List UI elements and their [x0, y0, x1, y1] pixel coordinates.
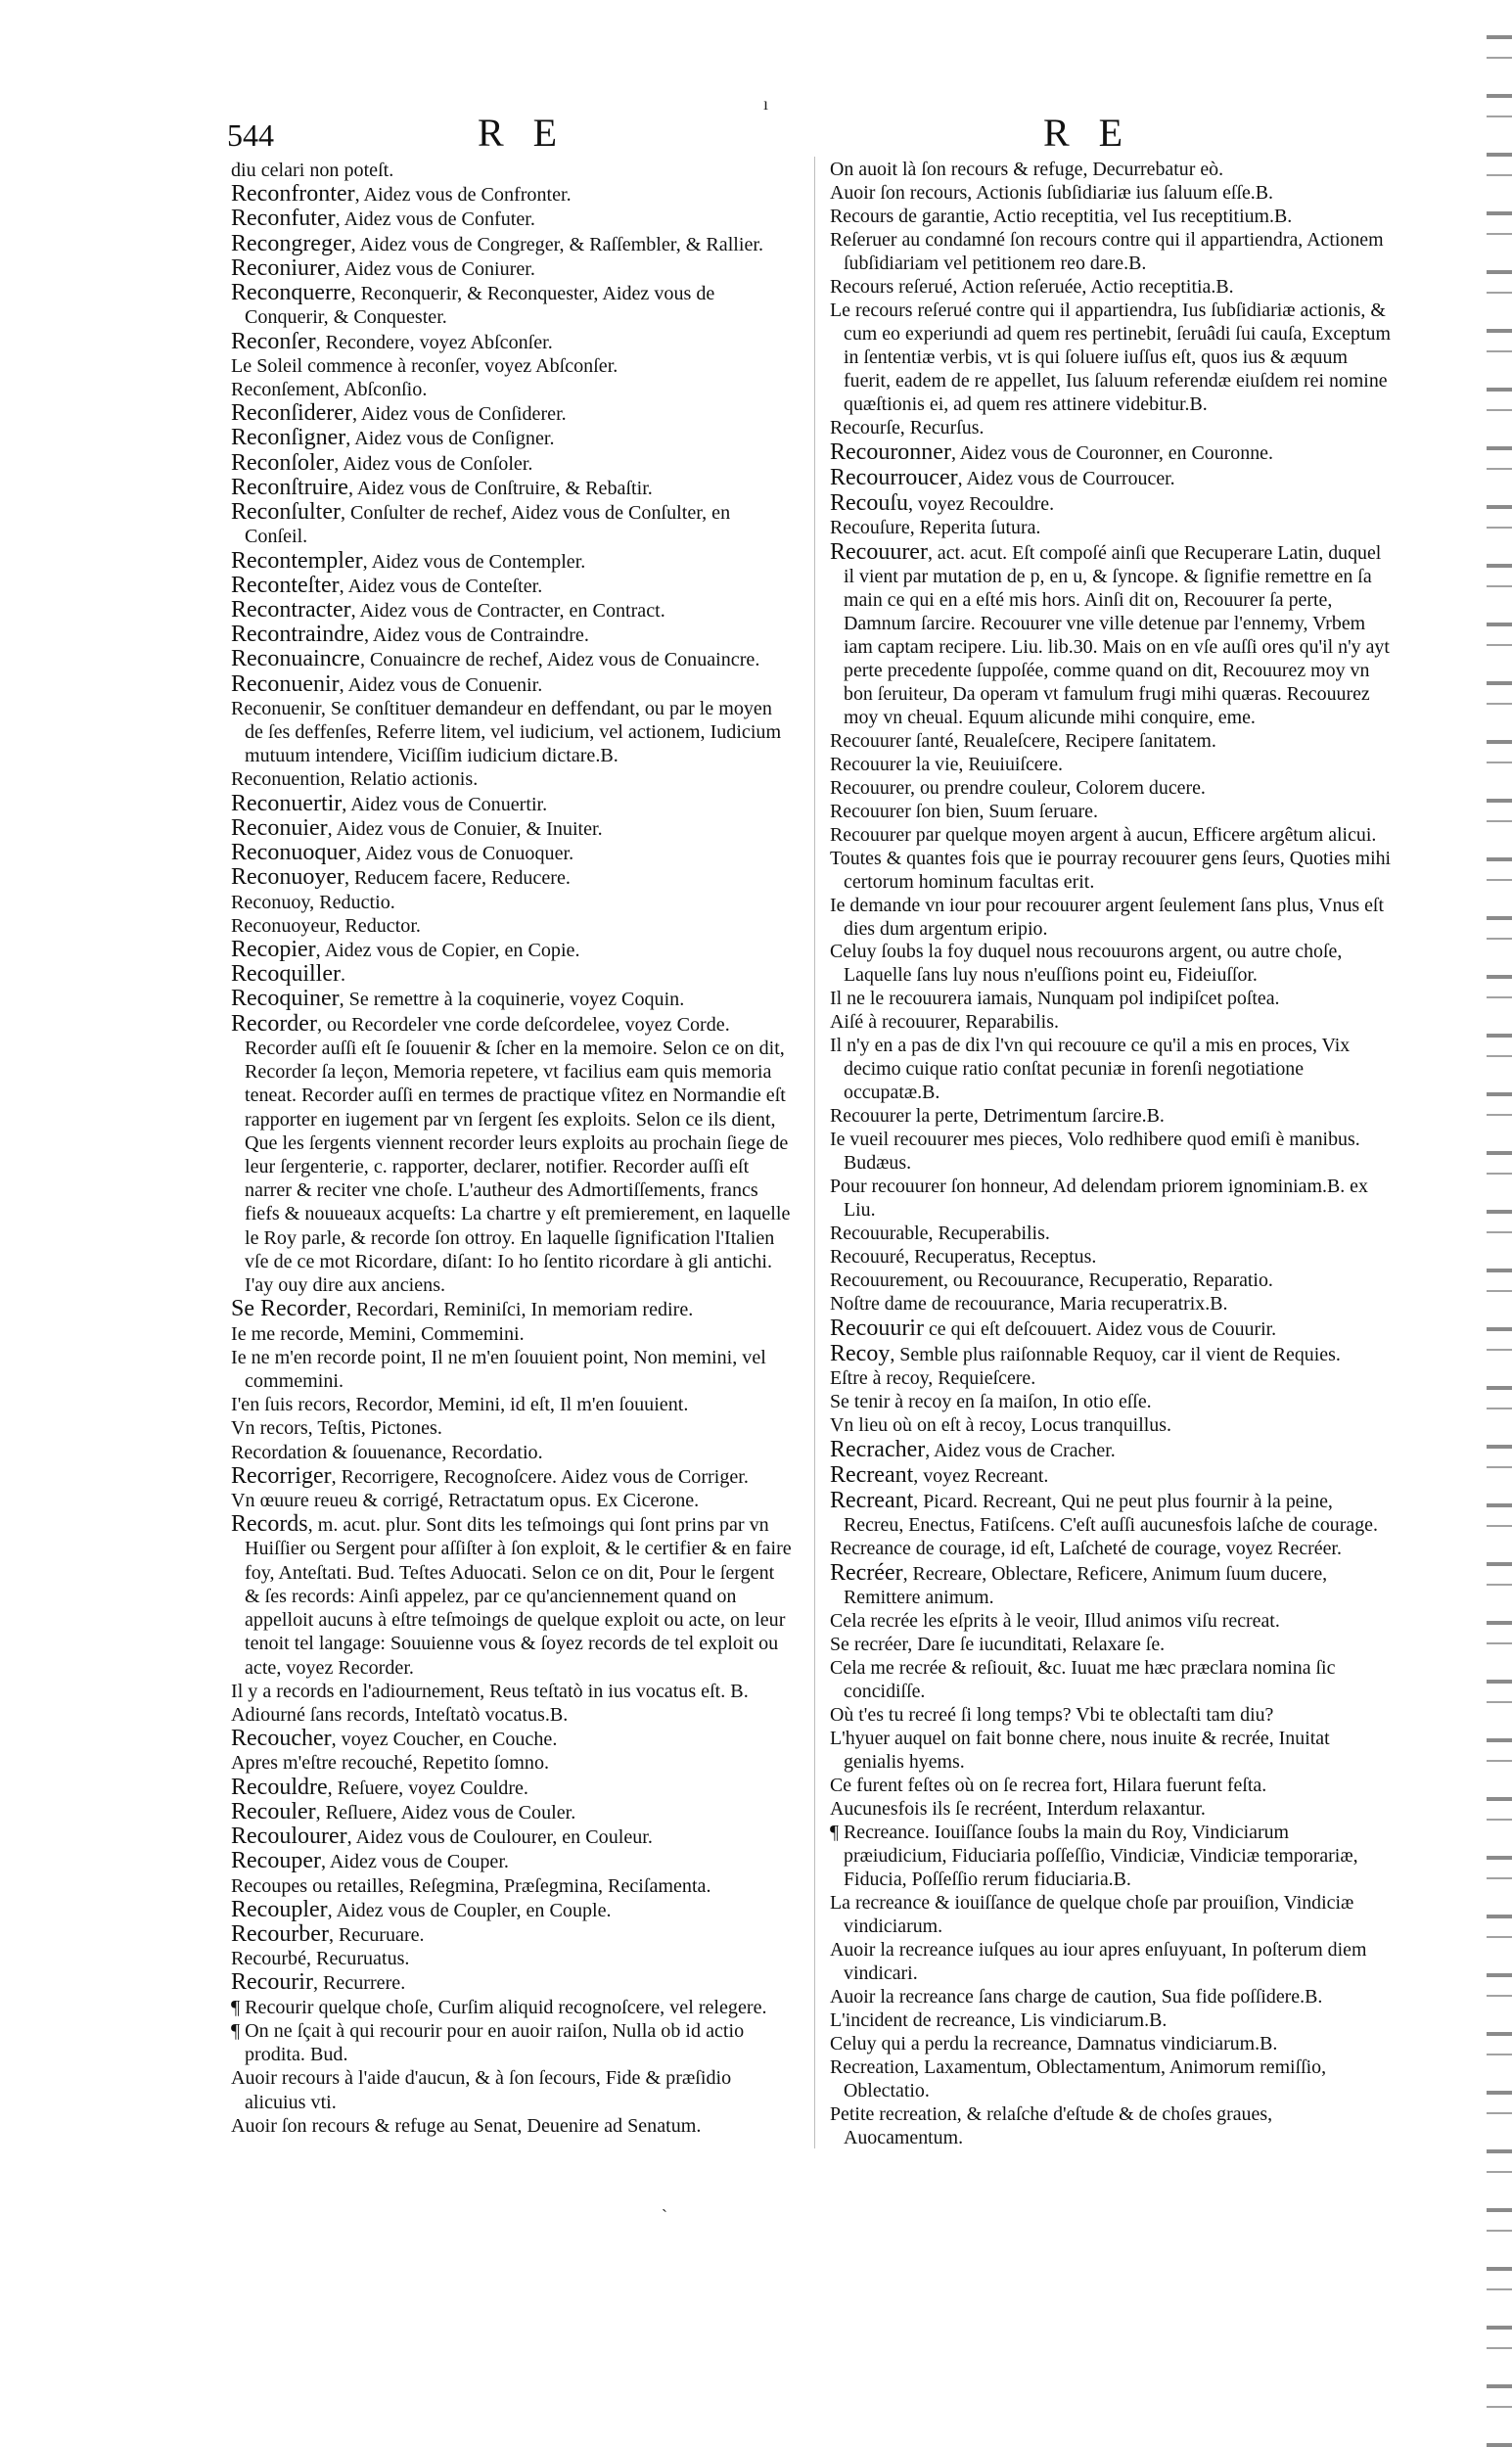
dictionary-entry: Reconuoy, Reductio.	[231, 891, 395, 913]
dictionary-entry: Recoucher, voyez Coucher, en Couche.	[231, 1726, 558, 1752]
dictionary-entry: Reconuertir, Aidez vous de Conuertir.	[231, 790, 548, 816]
dictionary-entry: Auoir recours à l'aide d'aucun, & à ſon ſecours, Fide & præſidio alicuius vti.	[231, 2067, 732, 2113]
dictionary-entry: Recouper, Aidez vous de Couper.	[231, 1848, 509, 1874]
headword: Reconuertir	[231, 790, 343, 816]
dictionary-entry: Aucunesfois ils ſe recréent, Interdum relaxantur.	[830, 1797, 1206, 1820]
dictionary-entry: ¶ On ne ſçait à qui recourir pour en auoir raiſon, Nulla ob id actio prodita. Bud.	[231, 2019, 745, 2066]
dictionary-entry: Recorder, ou Recordeler vne corde deſcordelee, voyez Corde. Recorder auſſi eſt ſe ſouuenir & ſcher en la memoire. Selon ce on dit, Recorder ſa leçon, Memoria repetere, vt facilius eam quis memoria teneat. Recorder auſſi en termes de practique vſitez en Normandie eſt rapporter en iugement par vn ſergent ſes exploits. Selon ce ils dient, Que les ſergents viennent recorder leurs exploits au prochain ſiege de leur ſergenterie, c. rapporter, declarer, notifier. Recorder auſſi eſt narrer & reciter vne choſe. L'autheur des Admortiſſements, francs fiefs & nouueaux acqueſts: La chartre y eſt premierement, en laquelle le Roy parle, & recorde ſon ottroy. En laquelle ſignification l'Italien vſe de ce mot Ricordare, diſant: Io ho ſentito ricordare à gli antichi. I'ay ouy dire aux anciens.	[231, 1010, 791, 1297]
headword: Reconſer	[231, 328, 316, 354]
headword: Recréer	[830, 1560, 903, 1587]
headword: Reconteſter	[231, 572, 340, 598]
dictionary-entry: Recreance de courage, id eſt, Laſcheté de courage, voyez Recréer.	[830, 1538, 1342, 1560]
dictionary-entry: Se tenir à recoy en ſa maiſon, In otio eſſe.	[830, 1391, 1152, 1413]
headword: Recoy	[830, 1341, 891, 1367]
headword: Reconſulter	[231, 499, 341, 526]
dictionary-entry: Ie demande vn iour pour recouurer argent ſeulement ſans plus, Vnus eſt dies dum argentum eripio.	[830, 894, 1384, 940]
headword: Recouurer	[830, 538, 928, 565]
dictionary-entry: Toutes & quantes fois que ie pourray recouurer gens ſeurs, Quoties mihi certorum hominum facultas erit.	[830, 847, 1392, 893]
headword: Reconuier	[231, 814, 328, 841]
dictionary-entry: Reconquerre, Reconquerir, & Reconquester, Aidez vous de Conquerir, & Conquester.	[231, 280, 715, 329]
dictionary-entry: Recoquiner, Se remettre à la coquinerie, voyez Coquin.	[231, 986, 685, 1012]
headword: Reconquerre	[231, 280, 351, 306]
headword: Recontracter	[231, 596, 351, 623]
dictionary-entry: Recontempler, Aidez vous de Contempler.	[231, 547, 586, 574]
dictionary-entry: Le Soleil commence à reconſer, voyez Abſconſer.	[231, 354, 619, 377]
dictionary-entry: Il ne le recouurera iamais, Nunquam pol indipiſcet poſtea.	[830, 988, 1280, 1010]
headword: Se Recorder	[231, 1296, 346, 1322]
dictionary-entry: Petite recreation, & relaſche d'eſtude & de choſes graues, Auocamentum.	[830, 2102, 1273, 2148]
dictionary-entry: La recreance & iouiſſance de quelque choſe par prouiſion, Vindiciæ vindiciarum.	[830, 1891, 1354, 1937]
dictionary-entry: Recourroucer, Aidez vous de Courroucer.	[830, 464, 1175, 490]
dictionary-entry: Recoulourer, Aidez vous de Coulourer, en Couleur.	[231, 1824, 653, 1850]
dictionary-entry: Auoir ſon recours & refuge au Senat, Deuenire ad Senatum.	[231, 2114, 702, 2137]
headword: Recouurir	[830, 1316, 924, 1342]
dictionary-entry: Recouurer, act. acut. Eſt compoſé ainſi que Recuperare Latin, duquel il vient par mutation de p, en u, & ſyncope. & ſignifie remettre en ſa main ce qui en a eſté mis hors. Ainſi dit on, Recouurer ſa perte, Damnum ſarcire. Recouurer vne ville detenue par l'ennemy, Vrbem iam captam recipere. Liu. lib.30. Mais on en vſe auſſi ores qu'il n'y ayt perte precedente ſuppoſée, comme quand on dit, Recouurez moy vn bon ſeruiteur, Da operam vt famulum frugi mihi quæras. Recouurez moy vn cheual. Equum alicunde mihi conquire, eme.	[830, 538, 1390, 728]
dictionary-entry: Recontraindre, Aidez vous de Contraindre.	[231, 622, 589, 648]
dictionary-entry: Records, m. acut. plur. Sont dits les teſmoings qui ſont prins par vn Huiſſier ou Sergent pour aſſiſter à ſon exploit, & le certifier & en faire foy, Anteſtati. Bud. Teſtes Aduocati. Selon ce on dit, Pour le ſergent & ſes records: Ainſi appelez, par ce qu'anciennement quand on appelloit aucuns à eſtre teſmoings de quelque exploit ou acte, on leur tenoit tel langage: Souuienne vous & ſoyez records de tel exploit ou acte, voyez Recorder.	[231, 1511, 792, 1679]
dictionary-entry: Recontracter, Aidez vous de Contracter, en Contract.	[231, 596, 665, 623]
dictionary-entry: Reconiurer, Aidez vous de Coniurer.	[231, 254, 535, 281]
dictionary-entry: Recoupler, Aidez vous de Coupler, en Couple.	[231, 1896, 612, 1922]
dictionary-entry: Reconuier, Aidez vous de Conuier, & Inuiter.	[231, 814, 603, 841]
headword: Reconuoquer	[231, 840, 356, 866]
dictionary-entry: Reconuenir, Se conſtituer demandeur en deffendant, ou par le moyen de ſes deffenſes, Referre litem, vel iudicium, vel actionem, Iudicium mutuum intendere, Viciſſim iudicium dictare.B.	[231, 697, 782, 767]
dictionary-entry: Vn recors, Teſtis, Pictones.	[231, 1417, 442, 1440]
headword: Recoupler	[231, 1896, 328, 1922]
headword: Reconuoyer	[231, 864, 344, 891]
dictionary-entry: Recouurement, ou Recouurance, Recuperatio, Reparatio.	[830, 1270, 1273, 1292]
dictionary-entry: Il n'y en a pas de dix l'vn qui recouure ce qu'il a mis en proces, Vix decimo cuique ratio conſtat pecuniæ in forenſi negotiatione occupatæ.B.	[830, 1035, 1351, 1104]
dictionary-entry: Recouurer ſanté, Reualeſcere, Recipere ſanitatem.	[830, 729, 1216, 752]
dictionary-entry: Recouſure, Reperita ſutura.	[830, 516, 1041, 538]
dictionary-entry: Recouurer la perte, Detrimentum ſarcire.B.	[830, 1105, 1165, 1128]
headword: Reconſiderer	[231, 400, 352, 427]
dictionary-entry: Celuy ſoubs la foy duquel nous recouurons argent, ou autre choſe, Laquelle ſans luy nous n'euſſions point eu, Fideiuſſor.	[830, 941, 1343, 987]
dictionary-entry: Reconſoler, Aidez vous de Conſoler.	[231, 449, 533, 476]
dictionary-entry: Se Recorder, Recordari, Reminiſci, In memoriam redire.	[231, 1296, 694, 1322]
dictionary-entry: Reconfronter, Aidez vous de Confronter.	[231, 181, 572, 208]
dictionary-entry: Recréer, Recreare, Oblectare, Reficere, Animum ſuum ducere, Remittere animum.	[830, 1560, 1328, 1609]
headword: Reconſtruire	[231, 474, 348, 500]
dictionary-entry: Recouurer la vie, Reuiuiſcere.	[830, 753, 1064, 775]
dictionary-entry: Recouler, Reſluere, Aidez vous de Couler.	[231, 1798, 576, 1824]
dictionary-entry: Recouurir ce qui eſt deſcouuert. Aidez vous de Couurir.	[830, 1316, 1277, 1342]
dictionary-entry: Recourir, Recurrere.	[231, 1969, 406, 1996]
headword: Recoucher	[231, 1726, 332, 1752]
headword: Reconfronter	[231, 181, 355, 208]
headword: Recontraindre	[231, 622, 364, 648]
headword: Recoquiner	[231, 986, 340, 1012]
stray-mark: ˏ	[662, 2193, 667, 2212]
headword: Recouper	[231, 1848, 321, 1874]
headword: Reconuaincre	[231, 646, 360, 672]
dictionary-entry: Auoir la recreance iuſques au iour apres enſuyuant, In poſterum diem vindicari.	[830, 1938, 1367, 1984]
headword: Recourber	[231, 1920, 329, 1947]
dictionary-entry: Reconteſter, Aidez vous de Conteſter.	[231, 572, 543, 598]
dictionary-entry: Reconuoquer, Aidez vous de Conuoquer.	[231, 840, 574, 866]
dictionary-entry: Pour recouurer ſon honneur, Ad delendam priorem ignominiam.B. ex Liu.	[830, 1176, 1368, 1222]
dictionary-entry: Reconuention, Relatio actionis.	[231, 768, 479, 791]
headword: Recorder	[231, 1010, 317, 1037]
headword: Recouſu	[830, 489, 908, 516]
dictionary-entry: Recorriger, Recorrigere, Recognoſcere. Aidez vous de Corriger.	[231, 1462, 749, 1489]
headword: Recopier	[231, 937, 316, 962]
headword: Reconfuter	[231, 206, 336, 232]
dictionary-entry: Recoupes ou retailles, Reſegmina, Præſegmina, Reciſamenta.	[231, 1874, 711, 1897]
dictionary-entry: Reconſulter, Conſulter de rechef, Aidez vous de Conſulter, en Conſeil.	[231, 499, 731, 548]
dictionary-entry: Recouronner, Aidez vous de Couronner, en Couronne.	[830, 439, 1273, 465]
headword: Reconſigner	[231, 425, 346, 451]
dictionary-entry: Reconſiderer, Aidez vous de Conſiderer.	[231, 400, 567, 427]
headword: Reconiurer	[231, 254, 336, 281]
dictionary-entry: Recopier, Aidez vous de Copier, en Copie.	[231, 937, 580, 962]
headword: Reconuenir	[231, 670, 340, 697]
headword: Recoulourer	[231, 1824, 347, 1850]
dictionary-entry: Recreant, Picard. Recreant, Qui ne peut plus fournir à la peine, Recreu, Enectus, Fatiſcens. C'eſt auſſi aucunesfois laſche de courage.	[830, 1488, 1378, 1537]
dictionary-entry: Cela recrée les eſprits à le veoir, Illud animos viſu recreat.	[830, 1610, 1280, 1633]
dictionary-entry: Recouldre, Reſuere, voyez Couldre.	[231, 1774, 528, 1800]
dictionary-entry: Reconuoyer, Reducem facere, Reducere.	[231, 864, 571, 891]
dictionary-entry: Recours de garantie, Actio receptitia, vel Ius receptitium.B.	[830, 205, 1293, 227]
dictionary-entry: Reconuenir, Aidez vous de Conuenir.	[231, 670, 543, 697]
dictionary-entry: Cela me recrée & reſiouit, &c. Iuuat me hæc præclara nomina ſic concidiſſe.	[830, 1657, 1336, 1702]
dictionary-entry: On auoit là ſon recours & refuge, Decurrebatur eò.	[830, 159, 1224, 180]
dictionary-entry: Ie me recorde, Memini, Commemini.	[231, 1322, 525, 1345]
dictionary-entry: Reconſer, Recondere, voyez Abſconſer.	[231, 328, 553, 354]
headword: Recouler	[231, 1798, 316, 1824]
dictionary-entry: Auoir ſon recours, Actionis ſubſidiariæ ius ſaluum eſſe.B.	[830, 181, 1274, 204]
dictionary-entry: Reconuoyeur, Reductor.	[231, 914, 421, 937]
dictionary-entry: Reſeruer au condamné ſon recours contre qui il appartiendra, Actionem ſubſidiariam vel petitionem reo dare.B.	[830, 228, 1384, 274]
dictionary-entry: Vn lieu où on eſt à recoy, Locus tranquillus.	[830, 1414, 1171, 1437]
headword: Recorriger	[231, 1462, 332, 1489]
dictionary-entry: Où t'es tu recreé ſi long temps? Vbi te oblectaſti tam diu?	[830, 1703, 1274, 1726]
running-head-right: R E	[1043, 111, 1133, 155]
dictionary-entry: Vn œuure reueu & corrigé, Retractatum opus. Ex Cicerone.	[231, 1490, 700, 1512]
dictionary-entry: Reconuaincre, Conuaincre de rechef, Aidez vous de Conuaincre.	[231, 646, 760, 672]
headword: Recouldre	[231, 1774, 328, 1800]
headword: Recreant	[830, 1488, 914, 1514]
dictionary-entry: Recouuré, Recuperatus, Receptus.	[830, 1246, 1097, 1269]
dictionary-entry: Recordation & ſouuenance, Recordatio.	[231, 1441, 543, 1463]
dictionary-entry: Recracher, Aidez vous de Cracher.	[830, 1437, 1116, 1463]
headword: Recracher	[830, 1437, 926, 1463]
headword: Recoquiller	[231, 961, 341, 988]
headword: Recontempler	[231, 547, 363, 574]
dictionary-entry: Recouurer ſon bien, Suum ſeruare.	[830, 800, 1098, 822]
dictionary-entry: Recoy, Semble plus raiſonnable Requoy, car il vient de Requies.	[830, 1341, 1341, 1367]
dictionary-entry: Il y a records en l'adiournement, Reus teſtatò in ius vocatus eſt. B.	[231, 1680, 749, 1702]
dictionary-entry: ¶ Recourir quelque choſe, Curſim aliquid recognoſcere, vel relegere.	[231, 1996, 767, 2018]
running-head-left: R E	[478, 111, 568, 155]
dictionary-entry: Recourber, Recuruare.	[231, 1920, 425, 1947]
page-binding-edge	[1487, 0, 1512, 2447]
dictionary-entry: Recours reſerué, Action reſeruée, Actio receptitia.B.	[830, 275, 1234, 298]
right-column	[830, 159, 1393, 2150]
page-number: 544	[227, 117, 274, 153]
dictionary-entry: Noſtre dame de recouurance, Maria recuperatrix.B.	[830, 1293, 1228, 1316]
dictionary-entry: Recouurer par quelque moyen argent à aucun, Efficere argêtum alicui.	[830, 823, 1377, 846]
dictionary-entry: Reconſigner, Aidez vous de Conſigner.	[231, 425, 555, 451]
dictionary-entry: Celuy qui a perdu la recreance, Damnatus vindiciarum.B.	[830, 2032, 1278, 2055]
dictionary-entry: Recourſe, Recurſus.	[830, 416, 985, 439]
dictionary-entry: L'incident de recreance, Lis vindiciarum.B.	[830, 2008, 1168, 2031]
dictionary-entry: Aiſé à recouurer, Reparabilis.	[830, 1011, 1059, 1034]
dictionary-entry: Recreant, voyez Recreant.	[830, 1462, 1049, 1489]
dictionary-entry: Reconfuter, Aidez vous de Confuter.	[231, 206, 535, 232]
dictionary-entry: Recreation, Laxamentum, Oblectamentum, Animorum remiſſio, Oblectatio.	[830, 2055, 1327, 2101]
headword: Recongreger	[231, 230, 351, 256]
dictionary-entry: Recourbé, Recuruatus.	[231, 1948, 410, 1970]
dictionary-entry: Le recours reſerué contre qui il appartiendra, Ius ſubſidiariæ actionis, & cum eo experiundi ad quem res pertinebit, ſeruâdi ſui cauſa, Exceptum in ſententiæ verbis, vt is qui ſoluere iuſſus eſt, quos ius & æquum fuerit, eadem de re appellet, Ius ſaluum referendæ eiuſdem rei nomine quæſtionis ei, ad quem res attinere videbitur.B.	[830, 299, 1391, 415]
dictionary-entry: Eſtre à recoy, Requieſcere.	[830, 1367, 1036, 1390]
dictionary-entry: Recoquiller.	[231, 961, 345, 988]
headword: Records	[231, 1511, 308, 1538]
dictionary-entry: Auoir la recreance ſans charge de caution, Sua fide poſſidere.B.	[830, 1985, 1323, 2008]
left-column	[231, 159, 794, 2138]
headword: Recouronner	[830, 439, 951, 465]
dictionary-entry: Se recréer, Dare ſe iucunditati, Relaxare ſe.	[830, 1634, 1166, 1656]
stray-mark: ı	[763, 94, 769, 114]
dictionary-entry: Ie ne m'en recorde point, Il ne m'en ſouuient point, Non memini, vel commemini.	[231, 1346, 766, 1392]
dictionary-entry: Ce furent feſtes où on ſe recrea fort, Hilara fuerunt feſta.	[830, 1774, 1267, 1796]
dictionary-entry: ¶ Recreance. Iouiſſance ſoubs la main du Roy, Vindiciarum præiudicium, Fiduciaria poſſeſſio, Vindiciæ, Vindiciæ temporariæ, Fiducia, Poſſeſſio rerum fiduciaria.B.	[830, 1821, 1358, 1890]
dictionary-entry: I'en ſuis recors, Recordor, Memini, id eſt, Il m'en ſouuient.	[231, 1394, 689, 1416]
dictionary-entry: Ie vueil recouurer mes pieces, Volo redhibere quod emiſi è manibus. Budæus.	[830, 1129, 1360, 1175]
headword: Recourroucer	[830, 464, 958, 490]
dictionary-entry: L'hyuer auquel on fait bonne chere, nous inuite & recrée, Inuitat genialis hyems.	[830, 1727, 1330, 1773]
headword: Recreant	[830, 1462, 914, 1489]
headword: Reconſoler	[231, 449, 335, 476]
dictionary-entry: Recongreger, Aidez vous de Congreger, & Raſſembler, & Rallier.	[231, 230, 763, 256]
dictionary-entry: Recouurable, Recuperabilis.	[830, 1223, 1050, 1245]
dictionary-entry: Recouurer, ou prendre couleur, Colorem ducere.	[830, 776, 1206, 799]
headword: Recourir	[231, 1969, 313, 1996]
column-divider	[814, 157, 815, 2148]
dictionary-entry: Apres m'eſtre recouché, Repetito ſomno.	[231, 1752, 550, 1775]
dictionary-entry: diu celari non poteſt.	[231, 160, 394, 181]
dictionary-entry: Reconſement, Abſconſio.	[231, 378, 428, 400]
dictionary-entry: Adiourné ſans records, Inteſtatò vocatus.B.	[231, 1704, 569, 1726]
dictionary-entry: Reconſtruire, Aidez vous de Conſtruire, & Rebaſtir.	[231, 474, 653, 500]
dictionary-entry: Recouſu, voyez Recouldre.	[830, 489, 1055, 516]
